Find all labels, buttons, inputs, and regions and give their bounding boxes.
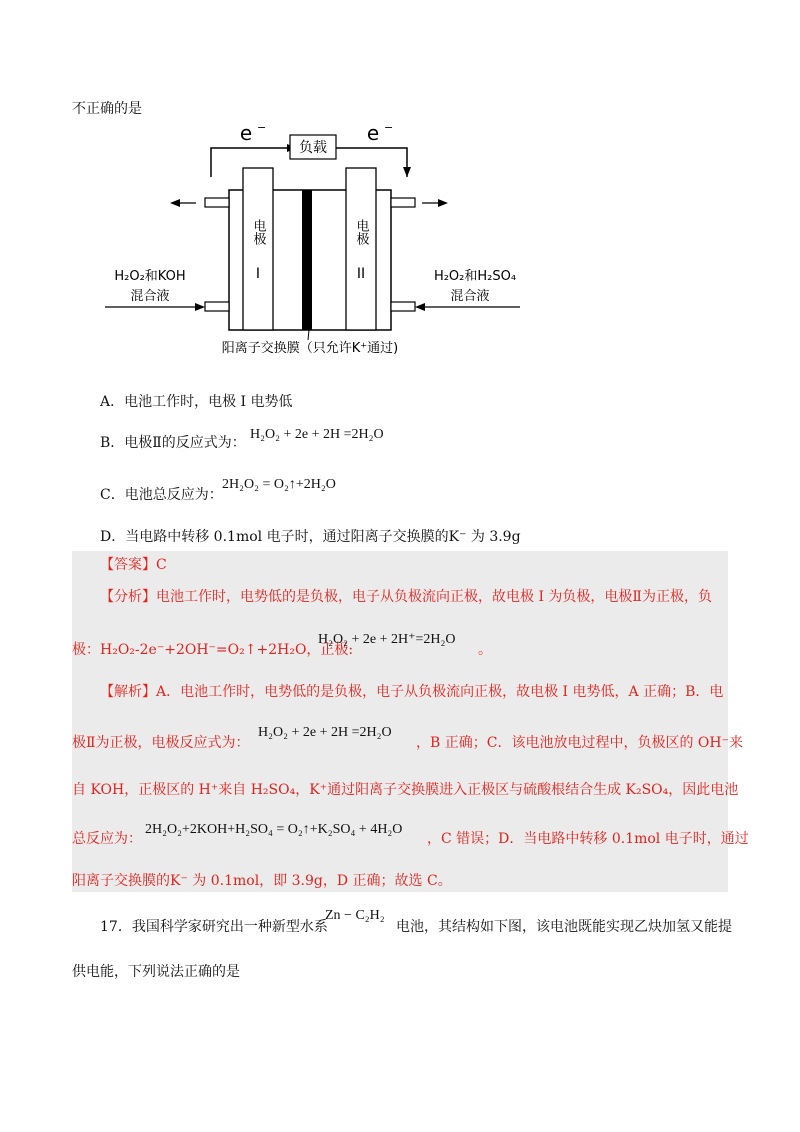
electron-right-label: e (366, 121, 380, 145)
cation-exchange-membrane (302, 190, 312, 330)
electrode-ii-number: II (356, 266, 366, 282)
left-solution-mix: 混合液 (130, 289, 170, 304)
electron-left-label: e (239, 121, 253, 145)
explain-formula-2: 2H₂O₂+2KOH+H₂SO₄ = O₂↑+K₂SO₄ + 4H₂O (145, 822, 403, 837)
explain-line-1: 【解析】A．电池工作时，电势低的是负极，电子从负极流向正极，故电极 I 电势低，A 正确；B．电 (100, 684, 724, 700)
explain-line-4: 总反应为： (72, 831, 142, 847)
explain-line-3: 自 KOH，正极区的 H⁺来自 H₂SO₄，K⁺通过阳离子交换膜进入正极区与硫酸根结合生成 K₂SO₄，因此电池 (72, 782, 739, 798)
electrode-ii-name: 电极 (353, 219, 369, 245)
explain-line-5: 阳离子交换膜的K⁻ 为 0.1mol，即 3.9g，D 正确；故选 C。 (72, 873, 452, 889)
option-b: B．电极Ⅱ的反应式为： (100, 435, 246, 451)
membrane-caption: 阳离子交换膜（只允许K⁺通过) (221, 341, 399, 356)
left-solution-label: H₂O₂和KOH (114, 269, 186, 284)
electrode-i-name: 电极 (250, 219, 266, 245)
option-c-formula: 2H₂O₂ = O₂↑+2H₂O (222, 477, 336, 492)
explain-line-2: 极Ⅱ为正极，电极反应式为： (72, 735, 250, 751)
analysis-line-2: 极：H₂O₂-2e⁻+2OH⁻=O₂↑+2H₂O，正极: (72, 642, 354, 658)
answer-line: 【答案】C (100, 557, 167, 573)
question-intro: 不正确的是 (72, 101, 142, 117)
q17-line-1: 17．我国科学家研究出一种新型水系 (100, 919, 328, 935)
option-d: D．当电路中转移 0.1mol 电子时，通过阳离子交换膜的K⁻ 为 3.9g (100, 529, 521, 545)
analysis-formula: H₂O₂ + 2e + 2H⁺=2H₂O (318, 632, 456, 647)
battery-diagram (100, 120, 540, 360)
q17-line-2: 供电能，下列说法正确的是 (72, 964, 240, 980)
right-solution-label: H₂O₂和H₂SO₄ (433, 269, 517, 284)
electrode-i-number: I (255, 266, 261, 282)
right-solution-mix: 混合液 (450, 289, 490, 304)
svg-text:−: − (384, 121, 394, 134)
option-b-formula: H₂O₂ + 2e + 2H =2H₂O (250, 427, 384, 442)
analysis-line-1: 【分析】电池工作时，电势低的是负极，电子从负极流向正极，故电极 I 为负极，电极Ⅱ为正极，负 (100, 589, 712, 605)
option-a: A．电池工作时，电极 I 电势低 (100, 394, 293, 410)
explain-formula-1: H₂O₂ + 2e + 2H =2H₂O (258, 725, 392, 740)
electrode-i (243, 168, 273, 330)
electrode-ii (346, 168, 376, 330)
option-c: C．电池总反应为： (100, 487, 223, 503)
load-label: 负载 (299, 140, 327, 156)
svg-text:−: − (257, 121, 267, 134)
q17-formula: Zn − C₂H₂ (325, 908, 385, 923)
